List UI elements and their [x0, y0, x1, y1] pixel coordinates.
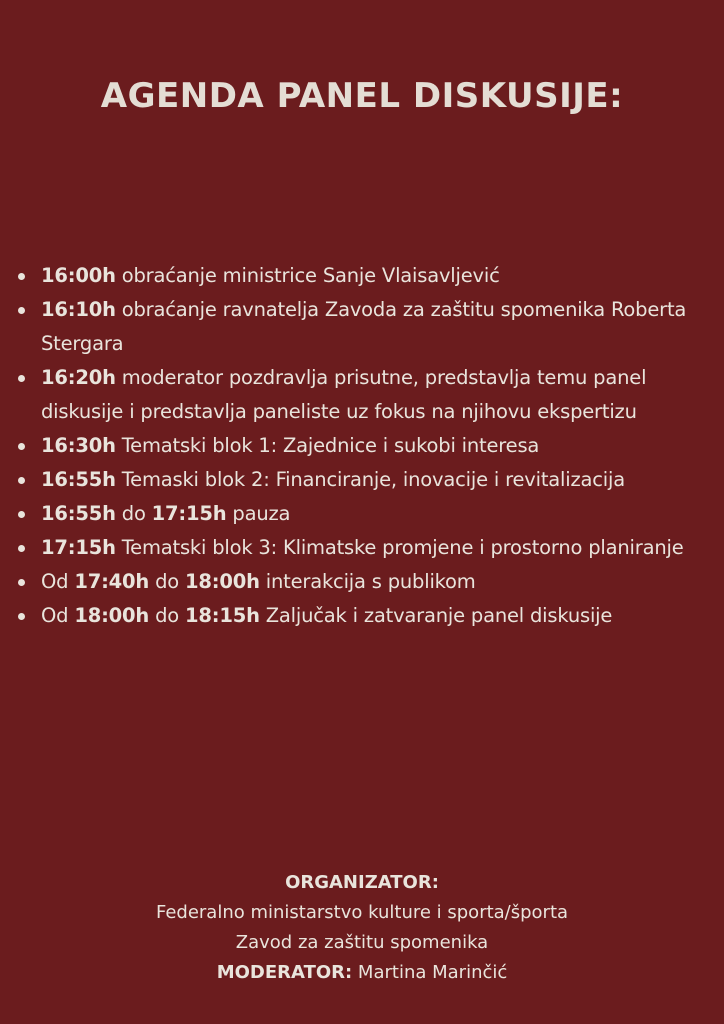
agenda-time-end: 18:15h: [185, 604, 260, 627]
bullet-icon: [18, 545, 25, 552]
agenda-text: moderator pozdravlja prisutne, predstavlja temu panel diskusije i predstavlja paneliste uz fokus na njihovu ekspertizu: [41, 366, 647, 423]
bullet-icon: [18, 579, 25, 586]
page-title: AGENDA PANEL DISKUSIJE:: [100, 76, 624, 116]
agenda-time: 16:30h: [41, 434, 116, 457]
agenda-time-end: 17:15h: [151, 502, 227, 525]
agenda-time: 18:00h: [74, 604, 150, 627]
agenda-prefix: Od: [41, 570, 75, 593]
agenda-text: Tematski blok 3: Klimatske promjene i prostorno planiranje: [115, 536, 684, 559]
agenda-time: 16:00h: [41, 264, 116, 287]
agenda-list: [16, 259, 720, 633]
agenda-time: 16:20h: [41, 366, 116, 389]
agenda-connector: do: [149, 570, 185, 593]
agenda-item: [16, 293, 720, 361]
agenda-connector: do: [149, 604, 185, 627]
agenda-item: [16, 259, 720, 293]
agenda-text: obraćanje ravnatelja Zavoda za zaštitu spomenika Roberta Stergara: [41, 298, 687, 355]
agenda-connector: do: [115, 502, 152, 525]
agenda-time-end: 18:00h: [185, 570, 260, 593]
agenda-time: 16:10h: [41, 298, 116, 321]
agenda-text: interakcija s publikom: [259, 570, 476, 593]
agenda-item: [16, 497, 720, 531]
agenda-text: obraćanje ministrice Sanje Vlaisavljević: [115, 264, 500, 287]
agenda-text: Temaski blok 2: Financiranje, inovacije i revitalizacija: [115, 468, 625, 491]
footer: [0, 868, 724, 988]
bullet-icon: [18, 375, 25, 382]
moderator-name: Martina Marinčić: [352, 962, 508, 983]
agenda-item: [16, 429, 720, 463]
agenda-item: [16, 463, 720, 497]
bullet-icon: [18, 273, 25, 280]
moderator-line: [0, 958, 724, 988]
agenda-item: [16, 531, 720, 565]
agenda-time: 17:15h: [41, 536, 116, 559]
agenda-prefix: Od: [41, 604, 75, 627]
agenda-time: 16:55h: [41, 468, 116, 491]
organizer-name: Zavod za zaštitu spomenika: [235, 932, 489, 953]
agenda-item: [16, 361, 720, 429]
bullet-icon: [18, 511, 25, 518]
agenda-text: pauza: [226, 502, 291, 525]
agenda-text: Zaljučak i zatvaranje panel diskusije: [259, 604, 613, 627]
bullet-icon: [18, 613, 25, 620]
agenda-item: [16, 565, 720, 599]
agenda-text: Tematski blok 1: Zajednice i sukobi interesa: [115, 434, 540, 457]
agenda-time: 17:40h: [74, 570, 150, 593]
moderator-label: MODERATOR:: [216, 962, 353, 983]
bullet-icon: [18, 477, 25, 484]
organizer-label: ORGANIZATOR:: [285, 872, 439, 893]
organizer-label-line: [0, 868, 724, 898]
bullet-icon: [18, 307, 25, 314]
agenda-item: [16, 599, 720, 633]
agenda-time: 16:55h: [41, 502, 116, 525]
bullet-icon: [18, 443, 25, 450]
organizer-name: Federalno ministarstvo kulture i sporta/športa: [155, 902, 569, 923]
